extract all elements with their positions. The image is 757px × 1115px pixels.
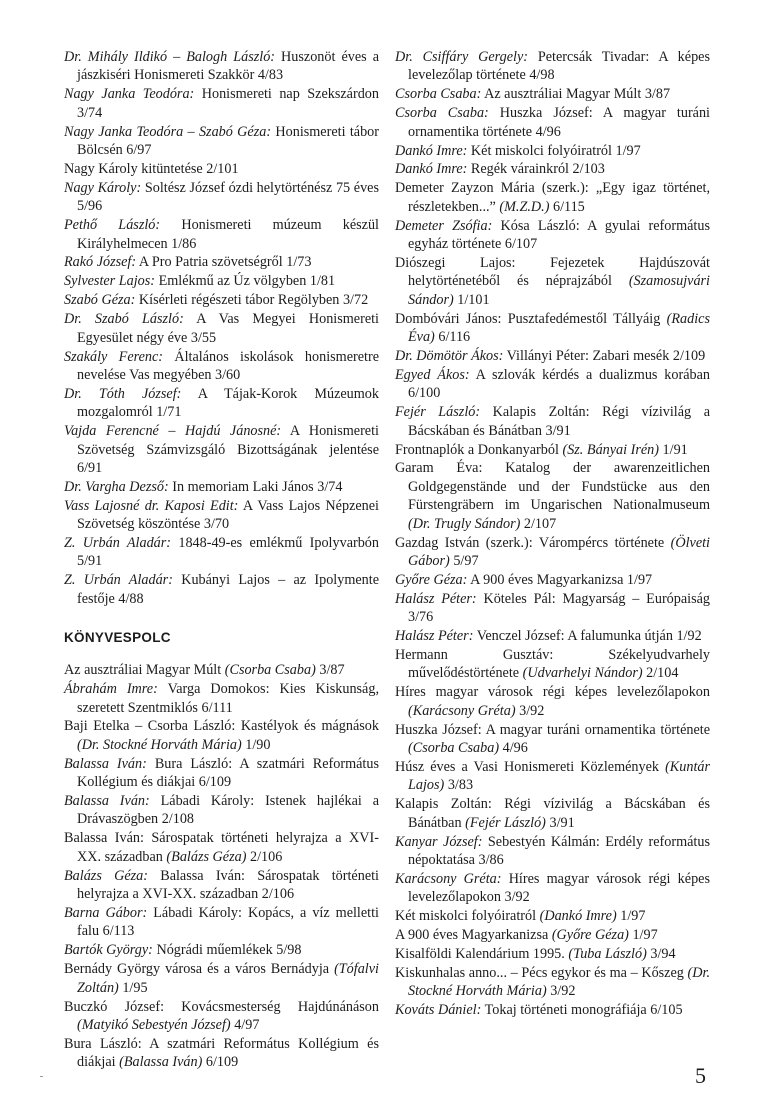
left-column (64, 48, 379, 1072)
page-number: 5 (695, 1063, 706, 1088)
entry-text: Balassa Iván: Sárospatak történeti helyrajza a XVI-XX. században (64, 830, 379, 865)
entry-text: Kísérleti régészeti tábor Regölyben 3/72 (135, 292, 369, 309)
index-entry (395, 104, 710, 141)
index-entry (395, 590, 710, 627)
index-entry (395, 833, 710, 870)
entry-text: Kubányi Lajos – az Ipolymente festője 4/88 (77, 572, 379, 607)
entry-issue: 1/95 (118, 979, 148, 996)
index-entry (395, 907, 710, 925)
entry-author: Dr. Mihály Ildikó – Balogh László: (64, 49, 276, 65)
entry-text: Hermann Gusztáv: Székelyudvarhely művelődéstörténete (395, 647, 710, 682)
entry-text: Tokaj történeti monográfiája 6/105 (481, 1002, 683, 1019)
entry-issue: 3/94 (646, 946, 676, 962)
entry-issue: 1/97 (628, 927, 658, 944)
index-entry (395, 403, 710, 440)
entry-text: Baji Etelka – Csorba László: Kastélyok és mágnások (64, 718, 379, 735)
entry-issue: 3/92 (515, 702, 545, 719)
entry-author: Karácsony Gréta: (395, 870, 502, 887)
entry-author: Dr. Csiffáry Gergely: (395, 49, 529, 65)
entry-author: Dr. Tóth József: (64, 385, 182, 402)
entry-text: In memoriam Laki János 3/74 (168, 478, 343, 495)
entry-reviewer: (Csorba Csaba) (408, 740, 500, 757)
entry-author: Fejér László: (395, 404, 481, 421)
index-entry (395, 459, 710, 533)
index-entry (64, 680, 379, 717)
entry-issue: 6/109 (202, 1054, 239, 1071)
entry-reviewer: (Fejér László) (465, 814, 546, 831)
entry-text: Huszka József: A magyar turáni ornamentika története 4/96 (408, 105, 711, 140)
index-entry (395, 254, 710, 309)
entry-author: Nagy Janka Teodóra: (64, 86, 195, 103)
entry-text: Bura László: A szatmári Református Kollégium és diákjai (64, 1035, 379, 1071)
index-entry (395, 310, 710, 347)
section-heading: KÖNYVESPOLC (64, 630, 171, 646)
entry-reviewer: (Kuntár Lajos) (408, 758, 710, 794)
entry-author: Barna Gábor: (64, 904, 148, 921)
entry-text: Demeter Zayzon Mária (szerk.): „Egy igaz történet, részletekben...” (395, 180, 710, 215)
entry-reviewer: (Dr. Trugly Sándor) (408, 515, 521, 532)
entry-issue: 1/90 (241, 736, 271, 753)
entry-author: Csorba Csaba: (395, 105, 489, 122)
entry-text: Varga Domokos: Kies Kiskunság, szeretett Szentmiklós 6/111 (77, 681, 379, 716)
entry-text: Húsz éves a Vasi Honismereti Közlemények (395, 758, 666, 775)
entry-reviewer: (Tófalvi Zoltán) (77, 961, 379, 996)
entry-author: Csorba Csaba: (395, 86, 482, 103)
entry-text: Lábadi Károly: Istenek hajlékai a Drávaszögben 2/108 (77, 793, 379, 828)
entry-text: Venczel József: A falumunka útján 1/92 (473, 628, 702, 645)
entry-author: Rakó József: (64, 254, 137, 271)
entry-author: Ábrahám Imre: (64, 681, 158, 698)
index-entry (395, 964, 710, 1001)
entry-author: Vajda Ferencné – Hajdú Jánosné: (64, 423, 282, 440)
entry-author: Halász Péter: (395, 628, 474, 645)
entry-text: Buczkó József: Kovácsmesterség Hajdúnánáson (64, 998, 379, 1015)
index-entry (395, 366, 710, 403)
index-entry (395, 142, 710, 160)
index-entry (395, 1001, 710, 1019)
index-entry (395, 758, 710, 795)
entry-text: Diószegi Lajos: Fejezetek Hajdúszovát helytörténetéből és néprajzából (395, 254, 710, 290)
entry-text: Honismereti tábor Bölcsén 6/97 (77, 123, 379, 159)
entry-text: Honismereti múzeum készül Királyhelmecen 1/86 (77, 217, 379, 252)
entry-issue: 3/87 (315, 662, 345, 679)
entry-author: Egyed Ákos: (395, 366, 470, 383)
entry-text: Híres magyar városok régi képes levelezőlapokon 3/92 (408, 870, 710, 906)
entry-author: Demeter Zsófia: (395, 217, 493, 234)
entry-issue: 1/97 (616, 908, 646, 925)
entry-issue: 2/104 (642, 665, 679, 682)
index-entry (64, 941, 379, 959)
entry-author: Nagy Károly: (64, 179, 142, 196)
entry-author: Dr. Dömötör Ákos: (395, 348, 504, 364)
entry-author: Kováts Dániel: (395, 1002, 482, 1019)
entry-author: Kanyar József: (395, 833, 483, 850)
entry-text: Emlékmű az Úz völgyben 1/81 (155, 273, 336, 290)
entry-author: Szabó Géza: (64, 292, 136, 309)
entry-text: Petercsák Tivadar: A képes levelezőlap története 4/98 (408, 49, 710, 84)
entry-author: Balázs Géza: (64, 867, 148, 884)
index-entry (64, 998, 379, 1035)
index-entry (64, 478, 379, 496)
entry-author: Balassa Iván: (64, 755, 147, 772)
index-entry (395, 347, 710, 365)
index-entry (395, 627, 710, 645)
index-entry (64, 534, 379, 571)
entry-text: Kiskunhalas anno... – Pécs egykor és ma – Kőszeg (395, 964, 688, 981)
entry-author: Szakály Ferenc: (64, 348, 164, 365)
entry-text: Huszka József: A magyar turáni ornamentika története (395, 721, 710, 738)
entry-text: A Tájak-Korok Múzeumok mozgalomról 1/71 (77, 385, 379, 421)
index-entry (64, 422, 379, 477)
entry-text: Huszonöt éves a jászkiséri Honismereti Szakkör 4/83 (77, 49, 380, 84)
index-entry (64, 661, 379, 679)
entry-author: Bartók György: (64, 942, 153, 959)
entry-author: Nagy Janka Teodóra – Szabó Géza: (64, 123, 272, 140)
entry-issue: 6/115 (549, 198, 585, 215)
index-entry (64, 1035, 379, 1072)
entry-text: A 900 éves Magyarkanizsa (395, 927, 552, 944)
index-entry (64, 755, 379, 792)
right-column (395, 48, 710, 1020)
entry-text: Nagy Károly kitüntetése 2/101 (64, 160, 239, 177)
entry-text: Honismereti nap Szekszárdon 3/74 (77, 86, 379, 121)
index-entry (395, 179, 710, 216)
scan-mark (40, 1076, 43, 1077)
entry-reviewer: (Szamosujvári Sándor) (408, 273, 710, 308)
entry-reviewer: (Matyikó Sebestyén József) (77, 1016, 231, 1033)
entry-list-konyvespolc (64, 661, 379, 1071)
entry-issue: 3/91 (545, 814, 575, 831)
entry-author: Z. Urbán Aladár: (64, 535, 172, 552)
entry-text: Frontnaplók a Donkanyarból (395, 441, 563, 458)
entry-author: Sylvester Lajos: (64, 273, 156, 290)
entry-text: Balassa Iván: Sárospatak történeti helyrajza a XVI-XX. században 2/106 (77, 867, 379, 903)
entry-text: Kisalföldi Kalendárium 1995. (395, 946, 569, 962)
entry-reviewer: (M.Z.D.) (499, 198, 550, 215)
entry-text: Soltész József ózdi helytörténész 75 éves 5/96 (77, 179, 379, 215)
entry-text: Sebestyén Kálmán: Erdély református népoktatása 3/86 (408, 833, 710, 868)
index-entry (395, 926, 710, 944)
entry-text: A 900 éves Magyarkanizsa 1/97 (467, 571, 653, 588)
entry-issue: 4/97 (230, 1016, 260, 1033)
entry-reviewer: (Dankó Imre) (539, 908, 617, 925)
index-entry (64, 310, 379, 347)
entry-author: Vass Lajosné dr. Kaposi Edit: (64, 497, 239, 514)
entry-text: Két miskolci folyóiratról 1/97 (467, 142, 641, 159)
entry-author: Balassa Iván: (64, 793, 150, 810)
entry-text: A Pro Patria szövetségről 1/73 (136, 254, 312, 271)
index-entry (64, 904, 379, 941)
entry-reviewer: (Csorba Csaba) (224, 662, 316, 679)
index-entry (395, 571, 710, 589)
entry-text: 1848-49-es emlékmű Ipolyvarbón 5/91 (77, 535, 379, 570)
index-entry (395, 441, 710, 459)
index-entry (64, 348, 379, 385)
entry-text: Nógrádi műemlékek 5/98 (152, 942, 302, 959)
entry-author: Dr. Szabó László: (64, 311, 184, 328)
entry-issue: 3/83 (444, 777, 474, 794)
entry-text: Két miskolci folyóiratról (395, 908, 540, 925)
entry-reviewer: (Ölveti Gábor) (408, 534, 710, 569)
index-entry (395, 217, 710, 254)
entry-author: Győre Géza: (395, 571, 468, 588)
index-entry (395, 48, 710, 85)
entry-text: Bura László: A szatmári Református Kollégium és diákjai 6/109 (77, 755, 379, 791)
entry-text: Általános iskolások honismeretre nevelése Vas megyében 3/60 (77, 348, 379, 383)
index-entry (395, 85, 710, 103)
entry-author: Z. Urbán Aladár: (64, 572, 173, 589)
entry-reviewer: (Balassa Iván) (119, 1054, 203, 1071)
entry-text: A Vass Lajos Népzenei Szövetség köszöntése 3/70 (77, 497, 379, 533)
entry-issue: 4/96 (499, 740, 528, 757)
entry-text: Lábadi Károly: Kopács, a víz melletti falu 6/113 (77, 904, 380, 940)
index-entry (64, 123, 379, 160)
index-entry (64, 960, 379, 997)
entry-text: Garam Éva: Katalog der awarenzeitlichen Goldgegenstände und der Fundstücke aus den Fürstengräbern im Ungarischen Nationalmuseum (395, 460, 710, 514)
entry-issue: 3/92 (546, 983, 576, 1000)
entry-text: Híres magyar városok régi képes levelezőlapokon (395, 684, 710, 701)
entry-text: Az ausztráliai Magyar Múlt 3/87 (481, 86, 671, 103)
entry-list-konyvespolc-continued (395, 48, 710, 1020)
index-entry (64, 216, 379, 253)
index-entry (395, 945, 710, 963)
index-entry (64, 160, 379, 178)
entry-reviewer: (Radics Éva) (408, 310, 710, 346)
index-entry (64, 571, 379, 608)
entry-text: Kósa László: A gyulai református egyház története 6/107 (408, 217, 710, 253)
index-entry (395, 646, 710, 683)
index-entry (395, 870, 710, 907)
entry-text: A szlovák kérdés a dualizmus korában 6/100 (408, 366, 710, 402)
entry-author: Pethő László: (64, 217, 161, 234)
entry-text: Az ausztráliai Magyar Múlt (64, 662, 225, 679)
index-entry (64, 272, 379, 290)
index-entry (395, 160, 710, 178)
entry-issue: 2/106 (246, 848, 283, 865)
entry-text: Bernády György városa és a város Bernádyja (64, 961, 335, 978)
entry-issue: 5/97 (449, 552, 479, 569)
entry-text: Gazdag István (szerk.): Várompércs története (395, 534, 671, 551)
entry-list-honismeret (64, 48, 379, 608)
index-entry (64, 48, 379, 85)
entry-reviewer: (Udvarhelyi Nándor) (522, 665, 643, 682)
entry-issue: 6/116 (434, 329, 471, 346)
entry-author: Halász Péter: (395, 590, 477, 607)
entry-issue: 1/101 (453, 291, 490, 308)
entry-reviewer: (Győre Géza) (551, 927, 629, 944)
index-entry (64, 497, 379, 534)
entry-author: Dankó Imre: (395, 161, 468, 178)
index-entry (64, 85, 379, 122)
entry-reviewer: (Karácsony Gréta) (408, 702, 516, 719)
entry-reviewer: (Tuba László) (568, 946, 647, 962)
index-entry (395, 534, 710, 571)
index-entry (395, 683, 710, 720)
entry-text: Regék várainkról 2/103 (467, 161, 605, 178)
entry-text: Villányi Péter: Zabari mesék 2/109 (503, 348, 706, 364)
entry-text: Köteles Pál: Magyarság – Európaiság 3/76 (408, 590, 711, 626)
index-entry (64, 253, 379, 271)
index-entry (64, 792, 379, 829)
index-entry (395, 721, 710, 758)
entry-author: Dr. Vargha Dezső: (64, 478, 169, 495)
entry-reviewer: (Sz. Bányai Irén) (562, 441, 659, 458)
entry-issue: 1/91 (659, 441, 688, 458)
entry-reviewer: (Dr. Stockné Horváth Mária) (408, 964, 710, 1000)
entry-reviewer: (Balázs Géza) (166, 848, 247, 865)
entry-text: Dombóvári János: Pusztafedémestől Tállyáig (395, 310, 667, 327)
entry-text: Kalapis Zoltán: Régi vízivilág a Bácskában és Bánátban 3/91 (408, 404, 710, 439)
index-entry (64, 179, 379, 216)
index-entry (64, 291, 379, 309)
entry-text: A Honismereti Szövetség Számvizsgáló Bizottságának jelentése 6/91 (77, 423, 379, 476)
index-entry (64, 829, 379, 866)
entry-reviewer: (Dr. Stockné Horváth Mária) (77, 736, 242, 753)
entry-text: Kalapis Zoltán: Régi vízivilág a Bácskában és Bánátban (395, 796, 710, 831)
index-entry (395, 795, 710, 832)
entry-text: A Vas Megyei Honismereti Egyesület négy éve 3/55 (77, 311, 379, 346)
index-entry (64, 717, 379, 754)
entry-author: Dankó Imre: (395, 142, 468, 159)
index-entry (64, 867, 379, 904)
entry-issue: 2/107 (520, 515, 557, 532)
index-entry (64, 385, 379, 422)
